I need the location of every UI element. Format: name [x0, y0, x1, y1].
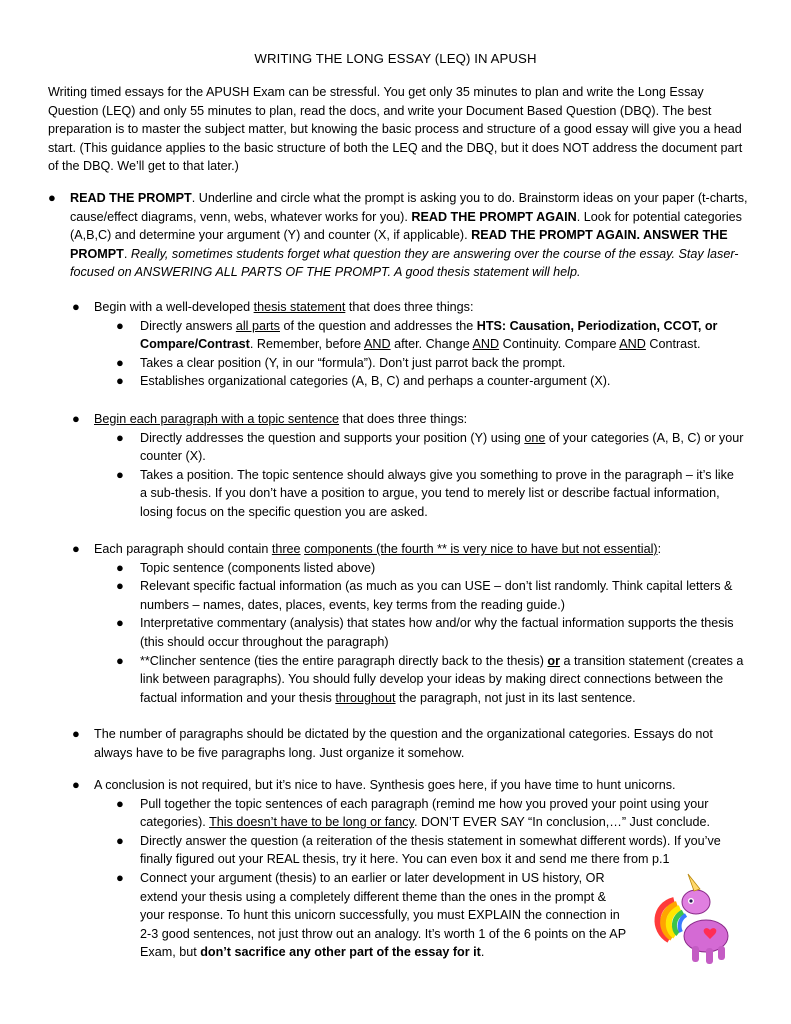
- read-prompt-text-3: .: [123, 246, 131, 261]
- text: Interpretative commentary (analysis) that states how and/or why the factual information supports the thesis (this should occur throughout the paragraph): [140, 616, 734, 649]
- text-underline: one: [524, 430, 546, 445]
- text: . Remember, before: [249, 337, 364, 352]
- text: of the question and addresses the: [279, 318, 477, 333]
- bullet-icon: ●: [116, 317, 124, 333]
- read-prompt-italic: Really, sometimes students forget what question they are answering over the course of the essay. Stay laser-focused on ANSWERING ALL PARTS OF THE PROMPT. A good thesis statement will help.: [70, 246, 739, 280]
- text-underline: all parts: [235, 318, 280, 333]
- text: the paragraph, not just in its last sentence.: [395, 690, 636, 705]
- intro-paragraph: Writing timed essays for the APUSH Exam can be stressful. You get only 35 minutes to plan and write the Long Essay Question (LEQ) and only 55 minutes to plan, read the docs, and write your Document Based Question (DBQ). The best preparation is to master the subject matter, but knowing the basic process and structure of a good essay will give you a head start. (This guidance applies to the basic structure of both the LEQ and the DBQ, but it does NOT address the document part of the DBQ. We’ll get to that later.): [48, 85, 743, 174]
- bullet-icon: ●: [48, 190, 56, 205]
- answer-prompt-bold: READ THE PROMPT AGAIN. ANSWER THE PROMPT: [70, 228, 728, 261]
- read-prompt-bold: READ THE PROMPT: [70, 191, 192, 205]
- text-underline: This doesn’t have to be long or fancy: [209, 815, 414, 830]
- list-item-read-prompt: [48, 189, 748, 282]
- conclusion-subitem: [94, 869, 630, 962]
- text: .: [480, 945, 485, 960]
- thesis-subitem: [94, 317, 744, 354]
- topic-subitem: [94, 466, 744, 522]
- bullet-icon: ●: [116, 559, 124, 575]
- text: Continuity. Compare: [499, 337, 620, 352]
- thesis-subitem: [94, 354, 744, 373]
- bullet-icon: ●: [116, 354, 124, 370]
- bullet-icon: ●: [72, 541, 80, 556]
- text: . DON’T EVER SAY “In conclusion,…” Just conclude.: [413, 815, 711, 830]
- read-prompt-text: . Underline and circle what the prompt is asking you to do. Brainstorm ideas on your paper (t-charts, cause/effect diagrams, venn, webs, whatever works for you).: [70, 191, 748, 224]
- text: The number of paragraphs should be dictated by the question and the organizational categories. Essays do not always have to be five paragraphs long. Just organize it somehow.: [94, 727, 713, 760]
- text: Takes a position. The topic sentence should always give you something to prove in the paragraph – it’s like a sub-thesis. If you don’t have a position to argue, you tend to merely list or describe factual information, losing focus on the specific question you are asked.: [140, 467, 734, 519]
- text: Relevant specific factual information (as much as you can USE – don’t list randomly. Think capital letters & numbers – names, dates, places, events, key terms from the reading guide.): [140, 579, 733, 612]
- list-item-topic-sentence: [72, 410, 744, 522]
- unicorn-icon: [644, 870, 744, 970]
- bullet-icon: ●: [72, 411, 80, 426]
- text: Directly addresses the question and supports your position (Y) using: [140, 430, 525, 445]
- bullet-icon: ●: [116, 869, 124, 885]
- text-underline: Begin each paragraph with a topic sentence: [94, 412, 340, 426]
- bullet-icon: ●: [116, 652, 124, 668]
- thesis-subitem: [94, 372, 744, 391]
- bullet-icon: ●: [116, 578, 124, 594]
- text: :: [657, 542, 662, 556]
- components-subitem: [94, 614, 744, 651]
- text-underline: AND: [363, 337, 391, 352]
- or-bold-underline: or: [547, 653, 561, 668]
- bullet-icon: ●: [72, 777, 80, 792]
- hts-bold: HTS: Causation, Periodization, CCOT, or Compare/Contrast: [140, 318, 718, 352]
- bullet-icon: ●: [116, 466, 124, 482]
- text-underline: components (the fourth ** is very nice to have but not essential): [304, 542, 658, 556]
- bullet-icon: ●: [72, 299, 80, 314]
- text-underline: AND: [472, 337, 500, 352]
- text-underline: throughout: [335, 690, 396, 705]
- text: Topic sentence (components listed above): [140, 560, 376, 575]
- text: after. Change: [390, 337, 473, 352]
- bullet-icon: ●: [116, 429, 124, 445]
- bullet-icon: ●: [116, 373, 124, 389]
- bullet-icon: ●: [116, 832, 124, 848]
- text: Establishes organizational categories (A, B, C) and perhaps a counter-argument (X).: [140, 374, 611, 389]
- list-item-components: [72, 540, 744, 707]
- read-prompt-again-bold: READ THE PROMPT AGAIN: [411, 209, 577, 224]
- components-subitem: [94, 559, 744, 578]
- topic-subitem: [94, 429, 744, 466]
- thesis-text: Begin with a well-developed: [94, 300, 254, 314]
- thesis-text-post: that does three things:: [345, 300, 474, 314]
- text-underline: AND: [619, 337, 646, 352]
- text: Contrast.: [645, 337, 701, 352]
- read-prompt-text-2: . Look for potential categories (A,B,C) and determine your argument (Y) and counter (X, if applicable).: [70, 209, 742, 243]
- page-title: WRITING THE LONG ESSAY (LEQ) IN APUSH: [254, 51, 537, 66]
- thesis-underline: thesis statement: [253, 300, 346, 314]
- text-bold: don’t sacrifice any other part of the essay for it: [200, 945, 481, 960]
- text-underline: three: [271, 542, 301, 556]
- text: Directly answer the question (a reiteration of the thesis statement in somewhat different words). If you’ve finally figured out your REAL thesis, try it here. You can even box it and send me there from p.1: [140, 833, 721, 867]
- text: Directly answers: [140, 318, 236, 333]
- text: Takes a clear position (Y, in our “formula”). Don’t just parrot back the prompt.: [140, 355, 566, 370]
- text: that does three things:: [339, 412, 468, 426]
- conclusion-subitem: [94, 832, 744, 869]
- text: Each paragraph should contain: [94, 542, 272, 556]
- bullet-icon: ●: [116, 795, 124, 811]
- text: Connect your argument (thesis) to an earlier or later development in US history, OR extend your thesis using a completely different theme than the ones in the prompt & your response. To hunt this unicorn successfully, you must EXPLAIN the connection in 2-3 good sentences, not just throw out an analogy. It’s worth 1 of the 6 points on the AP Exam, but: [140, 870, 626, 960]
- bullet-icon: ●: [116, 615, 124, 631]
- list-item-thesis: [72, 298, 744, 391]
- text: **Clincher sentence (ties the entire paragraph directly back to the thesis): [140, 653, 548, 668]
- components-subitem: [94, 652, 744, 708]
- list-item-paragraphs: [72, 725, 744, 762]
- bullet-icon: ●: [72, 726, 80, 741]
- text: of your categories (A, B, C) or your counter (X).: [140, 430, 744, 464]
- text: a transition statement (creates a link between paragraphs). You should fully develop your ideas by making direct connections between the factual information and your thesis: [140, 653, 744, 705]
- components-subitem: [94, 577, 744, 614]
- text: Pull together the topic sentences of each paragraph (remind me how you proved your point using your categories).: [140, 796, 709, 830]
- text: A conclusion is not required, but it’s nice to have. Synthesis goes here, if you have time to hunt unicorns.: [94, 778, 676, 792]
- conclusion-subitem: [94, 795, 744, 832]
